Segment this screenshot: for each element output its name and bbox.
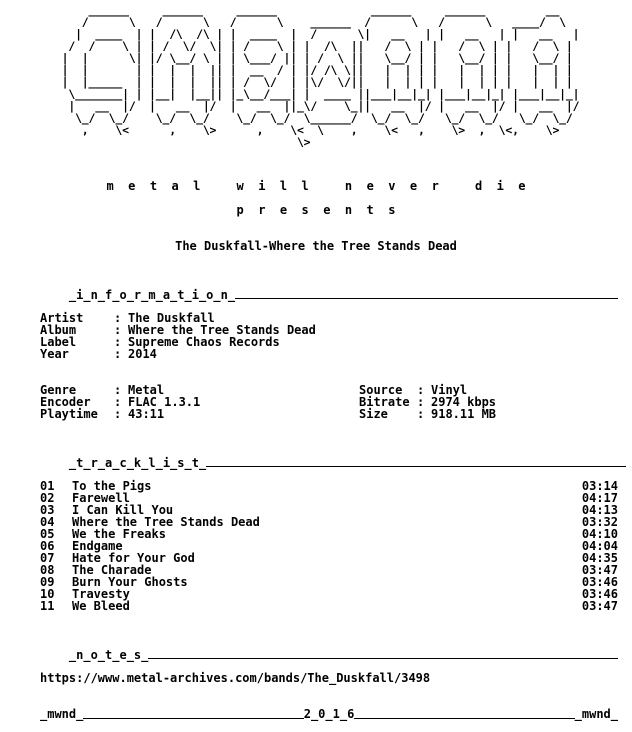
tech-value: 43:11 (128, 407, 165, 421)
track-duration: 03:32 (581, 515, 618, 529)
track-title: To the Pigs (72, 479, 152, 493)
track-duration: 04:35 (581, 551, 618, 565)
track-duration: 03:46 (581, 575, 618, 589)
tagline: m e t a l w i l l n e v e r d i e (106, 179, 526, 193)
colon: : (114, 407, 122, 421)
tech-right-block (359, 384, 496, 420)
tech-left-block (40, 384, 200, 420)
tech-row-playtime (40, 408, 200, 420)
section-title-notes: _n_o_t_e_s_ (68, 648, 149, 662)
tech-key: Encoder (40, 395, 91, 409)
track-title: I Can Kill You (72, 503, 174, 517)
mwnd-ascii-logo: ______ ______ ______ ______ ______ __ / \ / \ / \ ______ / \ / \ ____/ \ | ____ | | /\ /\ | | ____ | / \| __ | | __ | | __ | / / \ | | / \/ \| | / \ | | /\ || / \ | | / \ | | / \ | | | \| |/ \__/ \ | | \___/ || | / \ || \__/ | | \__/ | | \__/ | | | | | | | || | __ / | |/ /\ \|| | | | | | | | | | | | | |_____ | | | | || | / \/ | |\/ \/|| | | | | | | | | | | | \_______| | |__| |__|| |_\__/___| | ____ ||___|__|_| |___|__|_| |___|__|_| | __ |/ | __ |/ | __ ||_\/ \_|| __ |/ | __ |/ | __ |/ \_/ \_/ \_/ \_/ \_/ \_/ \______/ \_/ \_/ \_/ \_/ \_/ \_/ , \< , \> , \< \ , \< , \> , \<, \> \> (61, 3, 580, 149)
tech-key: Genre (40, 383, 77, 397)
track-number: 03 (40, 503, 55, 517)
track-duration: 03:46 (581, 587, 618, 601)
colon: : (417, 407, 425, 421)
track-title: Burn Your Ghosts (72, 575, 188, 589)
tech-value: 918.11 MB (431, 407, 497, 421)
info-value: Where the Tree Stands Dead (128, 323, 316, 337)
track-number: 10 (40, 587, 55, 601)
colon: : (114, 335, 122, 349)
colon: : (114, 311, 122, 325)
track-number: 08 (40, 563, 55, 577)
colon: : (114, 395, 122, 409)
track-number: 04 (40, 515, 55, 529)
track-number: 01 (40, 479, 55, 493)
track-duration: 04:13 (581, 503, 618, 517)
tech-key: Bitrate (359, 395, 410, 409)
footer (40, 708, 618, 720)
tech-value: Vinyl (431, 383, 468, 397)
track-title: Farewell (72, 491, 130, 505)
track-number: 07 (40, 551, 55, 565)
section-title-tracklist: _t_r_a_c_k_l_i_s_t_ (68, 456, 207, 470)
tracklist (40, 480, 618, 612)
colon: : (114, 347, 122, 361)
info-row-label (40, 336, 316, 348)
track-number: 11 (40, 599, 55, 613)
section-title-information: _i_n_f_o_r_m_a_t_i_o_n_ (68, 288, 236, 302)
track-number: 06 (40, 539, 55, 553)
footer-right: _mwnd_ (574, 707, 619, 721)
section-header-notes (40, 636, 618, 673)
footer-rule (354, 708, 574, 719)
colon: : (417, 395, 425, 409)
info-key: Artist (40, 311, 84, 325)
section-header-tracklist (40, 444, 626, 481)
info-block (40, 312, 316, 360)
section-rule (235, 288, 618, 299)
footer-rule (83, 708, 303, 719)
footer-left: _mwnd_ (40, 707, 84, 721)
track-duration: 03:47 (581, 599, 618, 613)
track-row (40, 528, 618, 540)
info-row-year (40, 348, 316, 360)
tech-key: Source (359, 383, 403, 397)
track-duration: 03:14 (581, 479, 618, 493)
track-duration: 04:17 (581, 491, 618, 505)
info-value: Supreme Chaos Records (128, 335, 280, 349)
track-number: 09 (40, 575, 55, 589)
section-header-information (40, 276, 618, 313)
notes-url: https://www.metal-archives.com/bands/The_Duskfall/3498 (40, 671, 431, 685)
section-rule (148, 648, 618, 659)
track-title: We the Freaks (72, 527, 166, 541)
track-number: 05 (40, 527, 55, 541)
tech-key: Size (359, 407, 388, 421)
track-title: Where the Tree Stands Dead (72, 515, 260, 529)
colon: : (114, 323, 122, 337)
release-title: The Duskfall-Where the Tree Stands Dead (175, 239, 457, 253)
tech-key: Playtime (40, 407, 98, 421)
track-duration: 04:04 (581, 539, 618, 553)
track-title: Hate for Your God (72, 551, 195, 565)
track-title: The Charade (72, 563, 152, 577)
info-key: Year (40, 347, 69, 361)
track-title: We Bleed (72, 599, 130, 613)
info-key: Label (40, 335, 77, 349)
tech-value: FLAC 1.3.1 (128, 395, 201, 409)
track-row (40, 600, 618, 612)
track-title: Endgame (72, 539, 123, 553)
tech-value: Metal (128, 383, 165, 397)
tech-value: 2974 kbps (431, 395, 497, 409)
tech-row-size (359, 408, 496, 420)
presents-label: p r e s e n t s (236, 203, 396, 217)
track-duration: 03:47 (581, 563, 618, 577)
info-key: Album (40, 323, 77, 337)
track-number: 02 (40, 491, 55, 505)
track-title: Travesty (72, 587, 130, 601)
track-duration: 04:10 (581, 527, 618, 541)
section-rule (206, 456, 626, 467)
info-value: The Duskfall (128, 311, 215, 325)
colon: : (417, 383, 425, 397)
footer-year: 2_0_1_6 (303, 707, 355, 721)
info-value: 2014 (128, 347, 157, 361)
colon: : (114, 383, 122, 397)
